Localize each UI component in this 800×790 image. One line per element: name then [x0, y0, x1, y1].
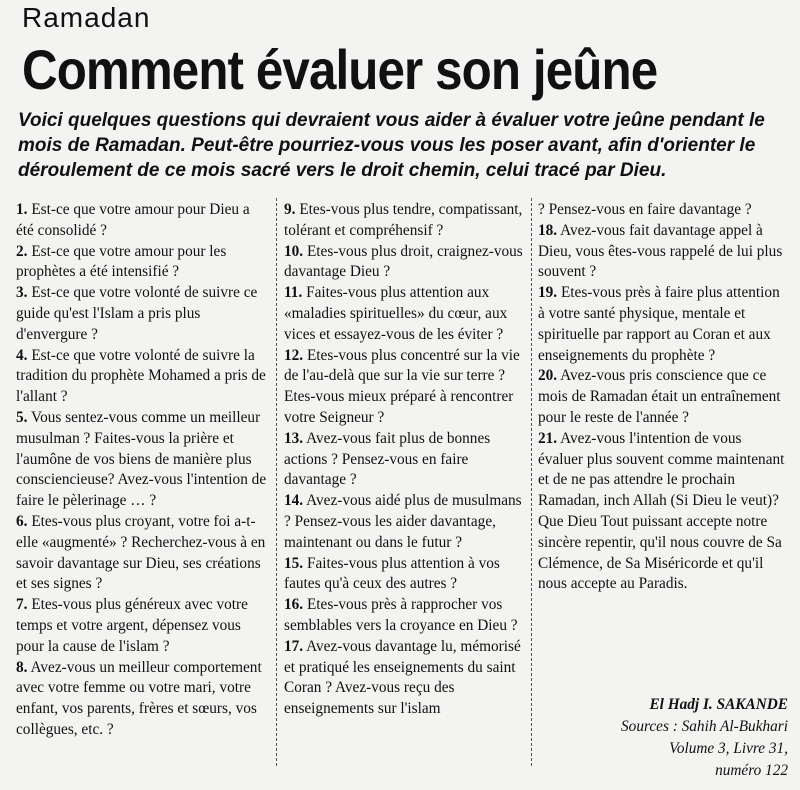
question-item: 19. Etes-vous près à faire plus attention à votre santé physique, mentale et spirituelle par rapport au Coran et aux enseignements du prophète ? [538, 284, 780, 364]
question-item: 7. Etes-vous plus généreux avec votre temps et votre argent, dépensez vous pour la cause de l'islam ? [16, 596, 248, 655]
column-divider-1 [276, 198, 277, 766]
question-item: 5. Vous sentez-vous comme un meilleur musulman ? Faites-vous la prière et l'aumône de vos biens de manière plus consciencieuse? Avez-vous l'intention de faire le pèlerinage … ? [16, 408, 267, 510]
question-item: 10. Etes-vous plus droit, craignez-vous davantage Dieu ? [284, 242, 523, 281]
section-kicker: Ramadan [22, 2, 151, 33]
question-item: 12. Etes-vous plus concentré sur la vie de l'au-delà que sur la vie sur terre ? Etes-vous mieux préparé à rencontrer votre Seigneur ? [284, 346, 520, 426]
text-column-2 [284, 200, 526, 720]
question-item: 15. Faites-vous plus attention à vos fautes qu'à ceux des autres ? [284, 554, 500, 593]
question-item: 13. Avez-vous fait plus de bonnes actions ? Pensez-vous en faire davantage ? [284, 429, 491, 489]
article-intro: Voici quelques questions qui devraient vous aider à évaluer votre jeûne pendant le mois de Ramadan. Peut-être pourriez-vous vous les poser avant, afin d'orienter le déroulement de ce mois sacré vers le droit chemin, celui tracé par Dieu. [18, 110, 765, 181]
source-line: Volume 3, Livre 31, [669, 740, 788, 757]
question-continuation: ? Pensez-vous en faire davantage ? [538, 201, 752, 218]
question-item: 18. Avez-vous fait davantage appel à Dieu, vous êtes-vous rappelé de lui plus souvent ? [538, 221, 783, 281]
article-headline: Comment évaluer son jeûne [22, 38, 658, 101]
question-item: 6. Etes-vous plus croyant, votre foi a-t-elle «augmenté» ? Recherchez-vous à en savoir davantage sur Dieu, ses créations et ses signes ? [16, 512, 266, 593]
text-column-3 [538, 200, 788, 595]
question-item: 1. Est-ce que votre amour pour Dieu a été consolidé ? [16, 201, 250, 239]
question-item: 3. Est-ce que votre volonté de suivre ce guide qu'est l'Islam a pris plus d'envergure ? [16, 284, 258, 343]
question-item: 17. Avez-vous davantage lu, mémorisé et pratiqué les enseignements du saint Coran ? Avez-vous reçu des enseignements sur l'islam [284, 637, 521, 718]
question-item: 11. Faites-vous plus attention aux «maladies spirituelles» du cœur, aux vices et essayez-vous de les éviter ? [284, 284, 508, 343]
question-item: 14. Avez-vous aidé plus de musulmans ? Pensez-vous les aider davantage, maintenant ou dans le futur ? [284, 492, 522, 551]
closing-prayer: Que Dieu Tout puissant accepte notre sincère repentir, qu'il nous couvre de Sa Clémence, de Sa Miséricorde et qu'il nous accepte au Paradis. [538, 512, 782, 593]
question-item: 8. Avez-vous un meilleur comportement avec votre femme ou votre mari, votre enfant, vos parents, frères et sœurs, vos collègues, etc. ? [16, 658, 262, 738]
question-item: 2. Est-ce que votre amour pour les prophètes a été intensifié ? [16, 242, 227, 281]
source-line: Sources : Sahih Al-Bukhari [621, 718, 788, 735]
question-item: 16. Etes-vous près à rapprocher vos semblables vers la croyance en Dieu ? [284, 596, 518, 634]
text-column-1 [16, 200, 268, 741]
question-item: 20. Avez-vous pris conscience que ce mois de Ramadan était un entraînement pour le reste de l'année ? [538, 367, 781, 426]
question-item: 4. Est-ce que votre volonté de suivre la tradition du prophète Mohamed a pris de l'allant ? [16, 346, 266, 406]
column-divider-2 [531, 198, 532, 766]
question-item: 21. Avez-vous l'intention de vous évaluer plus souvent comme maintenant et de ne pas attendre le prochain Ramadan, inch Allah (Si Dieu le veut)? [538, 429, 785, 510]
question-item: 9. Etes-vous plus tendre, compatissant, tolérant et compréhensif ? [284, 201, 523, 239]
author-signature: El Hadj I. SAKANDE [649, 696, 788, 713]
source-line: numéro 122 [715, 762, 788, 779]
